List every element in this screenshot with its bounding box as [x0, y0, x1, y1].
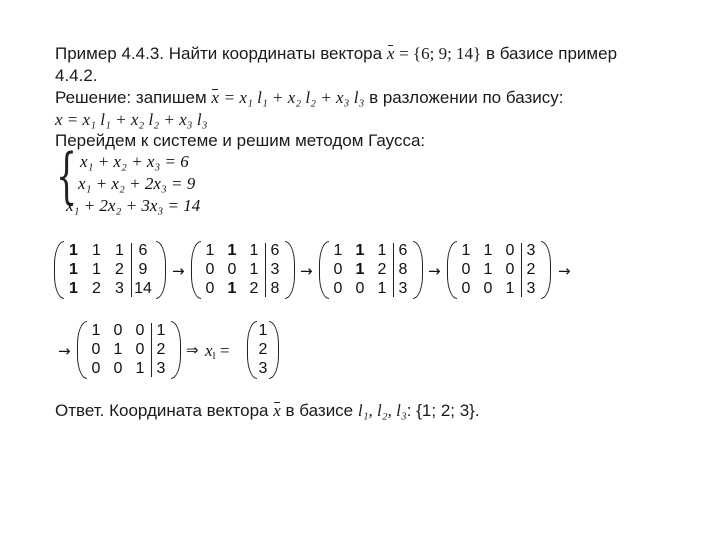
system-equation-2: x₁ + x₂ + 2x₃ = 9 [78, 174, 196, 193]
answer-prefix: Ответ. Координата вектора [55, 401, 269, 420]
matrix-cell: 1 [355, 242, 365, 259]
result-cells [255, 321, 271, 378]
solution-expansion: = x₁ l₁ + x₂ l₂ + x₃ l₃ [223, 88, 365, 107]
matrix-cell: 0 [505, 261, 515, 278]
matrix-cell: 3 [156, 360, 166, 377]
matrix-cell: 1 [461, 242, 471, 259]
arrow-5: → [58, 342, 71, 360]
matrix-cells [455, 241, 541, 298]
matrix-cell: 2 [526, 261, 536, 278]
answer-vector-x: x [273, 401, 281, 420]
matrix-cell: 0 [461, 261, 471, 278]
implies-arrow: ⇒ [186, 341, 199, 359]
matrix-cell: 1 [249, 242, 259, 259]
system-equation-3: x₁ + 2x₂ + 3x₃ = 14 [66, 196, 201, 215]
right-paren [413, 241, 423, 299]
title-tail: в базисе пример [485, 44, 618, 63]
matrix-cell: 6 [270, 242, 280, 259]
title-line-2: 4.4.2. [55, 66, 98, 85]
solution-line [55, 88, 563, 108]
result-sub: l [212, 350, 216, 362]
answer-value: : {1; 2; 3}. [406, 401, 480, 420]
matrix-cell: 1 [69, 261, 78, 278]
gauss-intro: Перейдем к системе и решим методом Гаусса: [55, 131, 426, 150]
augment-divider [131, 243, 132, 297]
solution-prefix: Решение: запишем [55, 88, 207, 107]
matrix-cell: 0 [505, 242, 515, 259]
augmented-matrix-2 [191, 241, 295, 299]
augmented-matrix-3 [319, 241, 423, 299]
matrix-cell: 1 [227, 280, 237, 297]
matrix-cell: 2 [377, 261, 387, 278]
augmented-matrix-4 [447, 241, 551, 299]
title-text: Пример 4.4.3. Найти координаты вектора [55, 44, 383, 63]
answer-line [55, 401, 480, 421]
matrix-cell: 1 [115, 242, 124, 259]
answer-mid: в базисе [285, 401, 354, 420]
matrix-cell: 0 [113, 322, 123, 339]
matrix-cell: 0 [205, 261, 215, 278]
matrix-cell: 8 [398, 261, 408, 278]
answer-basis: l₁, l₂, l₃ [357, 401, 407, 420]
matrix-cell: 1 [377, 280, 387, 297]
matrix-cell: 1 [156, 322, 166, 339]
matrix-cell: 0 [205, 280, 215, 297]
result-cell: 1 [258, 322, 268, 339]
matrix-cell: 1 [113, 341, 123, 358]
matrix-cell: 1 [92, 242, 101, 259]
matrix-cell: 1 [205, 242, 215, 259]
matrix-cell: 1 [92, 261, 101, 278]
matrix-cell: 0 [461, 280, 471, 297]
solution-vector-x: x [211, 88, 219, 107]
matrix-cell: 9 [138, 261, 148, 278]
matrix-cells [199, 241, 285, 298]
matrix-cell: 6 [398, 242, 408, 259]
vector-value: = {6; 9; 14} [399, 44, 482, 63]
matrix-cell: 6 [138, 242, 148, 259]
matrix-cell: 0 [483, 280, 493, 297]
matrix-cell: 3 [270, 261, 280, 278]
matrix-cell: 3 [115, 280, 124, 297]
matrix-cell: 3 [398, 280, 408, 297]
matrix-cell: 3 [526, 242, 536, 259]
augment-divider [393, 243, 394, 297]
matrix-cell: 0 [113, 360, 123, 377]
result-x: x [205, 341, 213, 360]
arrow-4: → [558, 262, 571, 280]
right-paren [171, 321, 181, 379]
matrix-cells [327, 241, 413, 298]
matrix-cell: 1 [483, 242, 493, 259]
result-label [205, 341, 229, 362]
arrow-1: → [172, 262, 185, 280]
system-brace: { [56, 141, 78, 211]
matrix-cell: 1 [69, 242, 78, 259]
matrix-cell: 2 [115, 261, 124, 278]
result-vector [247, 321, 279, 379]
matrix-cell: 3 [526, 280, 536, 297]
augment-divider [265, 243, 266, 297]
vector-x: x [386, 44, 395, 63]
result-cell: 2 [258, 341, 268, 358]
result-equals: = [219, 341, 230, 360]
matrix-cell: 0 [91, 360, 101, 377]
matrix-cell: 1 [333, 242, 343, 259]
matrix-cells [85, 321, 171, 378]
matrix-cell: 1 [91, 322, 101, 339]
matrix-cell: 0 [355, 280, 365, 297]
matrix-cell: 2 [156, 341, 166, 358]
matrix-cell: 1 [227, 242, 237, 259]
arrow-3: → [428, 262, 441, 280]
augmented-matrix-5 [77, 321, 181, 379]
matrix-cell: 0 [227, 261, 237, 278]
matrix-cell: 8 [270, 280, 280, 297]
matrix-cell: 1 [135, 360, 145, 377]
expansion-line: x = x₁ l₁ + x₂ l₂ + x₃ l₃ [55, 110, 208, 129]
matrix-cell: 1 [377, 242, 387, 259]
right-paren [285, 241, 295, 299]
augmented-matrix-1 [54, 241, 166, 299]
matrix-cell: 1 [69, 280, 78, 297]
matrix-cell: 14 [134, 280, 152, 297]
matrix-cell: 0 [135, 341, 145, 358]
matrix-cell: 1 [249, 261, 259, 278]
matrix-cell: 1 [505, 280, 515, 297]
right-paren [541, 241, 551, 299]
matrix-cell: 0 [91, 341, 101, 358]
system-equation-1: x₁ + x₂ + x₃ = 6 [80, 152, 189, 171]
matrix-cells [62, 241, 155, 298]
matrix-cell: 0 [333, 261, 343, 278]
result-cell: 3 [258, 360, 268, 377]
matrix-cell: 0 [333, 280, 343, 297]
solution-tail: в разложении по базису: [369, 88, 564, 107]
augment-divider [521, 243, 522, 297]
matrix-cell: 1 [355, 261, 365, 278]
matrix-cell: 2 [249, 280, 259, 297]
right-paren [156, 241, 166, 299]
matrix-cell: 2 [92, 280, 101, 297]
augment-divider [151, 323, 152, 377]
title-line-1 [55, 44, 617, 64]
arrow-2: → [300, 262, 313, 280]
matrix-cell: 0 [135, 322, 145, 339]
matrix-cell: 1 [483, 261, 493, 278]
